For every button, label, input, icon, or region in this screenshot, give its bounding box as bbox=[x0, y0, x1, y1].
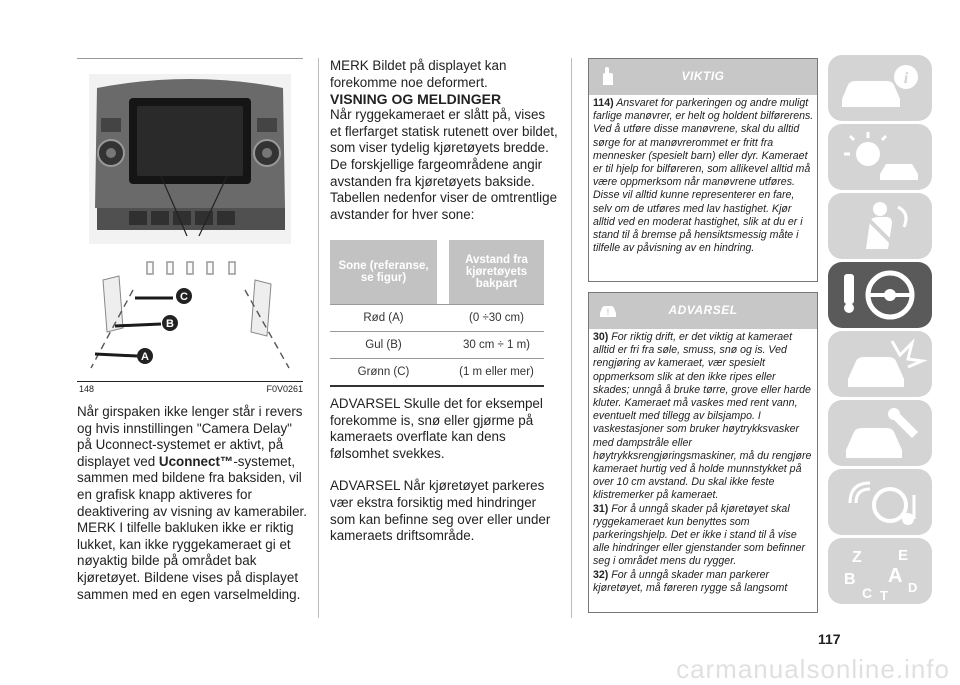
svg-text:A: A bbox=[888, 565, 903, 587]
table-cell: Rød (A) bbox=[330, 305, 437, 332]
viktig-number: 114) bbox=[593, 97, 614, 109]
uconnect-brand: Uconnect™ bbox=[158, 453, 234, 469]
index-letters-icon bbox=[828, 538, 932, 604]
table-cell: Gul (B) bbox=[330, 332, 437, 359]
warning-obstacles: ADVARSEL Når kjøretøyet parkeres vær ekstra forsiktig med hindringer som kan befinne seg over eller under kameraets driftsområde. bbox=[330, 478, 551, 544]
tab-car-info[interactable] bbox=[828, 55, 932, 121]
tab-dashboard-lights[interactable] bbox=[828, 124, 932, 190]
tab-seatbelt-airbag[interactable] bbox=[828, 193, 932, 259]
tab-index[interactable] bbox=[828, 538, 932, 604]
table-cell: Grønn (C) bbox=[330, 359, 437, 387]
svg-text:B: B bbox=[844, 571, 856, 588]
distance-table bbox=[330, 240, 544, 387]
note-display-deformed: MERK Bildet på displayet kan forekomme noe deformert. bbox=[330, 58, 507, 90]
figure-number: 148 bbox=[79, 384, 95, 394]
table-row bbox=[330, 359, 544, 387]
table-cell: (1 m eller mer) bbox=[449, 359, 544, 387]
table-header-row bbox=[330, 240, 544, 305]
paragraph-tailgate-note: MERK I tilfelle bakluken ikke er riktig lukket, kan ikke ryggekameraet gi et nøyaktig bilde på området bak kjøretøyet. Bildene vises på displayet sammen med en egen varselmelding. bbox=[77, 520, 301, 602]
svg-text:E: E bbox=[898, 547, 909, 564]
zone-b-label: B bbox=[166, 318, 174, 330]
advarsel-item: 31) For å unngå skader på kjøretøyet skal ryggekameraet kun benyttes som parkeringshjelp. Det er ikke i stand til å vise alle hindringer eller gjenstander som befinner seg i området mens du rygger. bbox=[593, 502, 805, 568]
svg-text:D: D bbox=[908, 580, 918, 595]
viktig-text: Ansvaret for parkeringen og andre muligt farlige manøvrer, er helt og holdent bilførerens. Ved å utføre disse manøvrene, skal du alltid sørge for at manøvrerommet er fritt fra mennesker (spesielt barn) eller dyr. Kameraet er til hjelp for bilføreren, som allikevel alltid må være oppmerksom når manøvrene utføres. Disse vil alltid kunne representerer en fare, selv om de utføres med lav hastighet. Kjør alltid ved en moderat hastighet, slik at du er i stand til å bremse på hensiktsmessig måte i tilfelle av påvisning av en hindring. bbox=[593, 97, 814, 255]
table-row bbox=[330, 305, 544, 332]
viktig-header bbox=[589, 59, 817, 95]
page-number: 117 bbox=[818, 631, 841, 647]
paragraph-grid-intro: Når ryggekameraet er slått på, vises et flerfarget statisk rutenett over bildet, som viser tydelig kjøretøyets bredde. De forskjellige fargeområdene angir avstanden fra kjøretøyets bakside. Tabellen nedenfor viser de omtrentlige avstander for hver sone: bbox=[330, 107, 558, 222]
svg-text:Z: Z bbox=[852, 549, 862, 566]
advarsel-item: 32) For å unngå skader man parkerer kjøretøyet, må føreren rygge så langsomt bbox=[593, 568, 788, 594]
warning-camera-surface: ADVARSEL Skulle det for eksempel forekomme is, snø eller gjørme på kameraets overflate kan dens følsomhet svekkes. bbox=[330, 396, 543, 461]
svg-text:T: T bbox=[880, 588, 888, 603]
steering-wheel-key-icon bbox=[828, 262, 932, 328]
figure-code: F0V0261 bbox=[266, 384, 303, 394]
paragraph-camera-delay: Når girspaken ikke lenger står i revers og hvis innstillingen "Camera Delay" på Uconnect-systemet er aktivt, på displayet ved Uconnect™-systemet, sammen med bildene fra baksiden, vil en grafisk knapp aktiveres for deaktivering av visning av kamerabiler. bbox=[77, 404, 307, 519]
table-cell: 30 cm ÷ 1 m) bbox=[449, 332, 544, 359]
viktig-box bbox=[588, 58, 818, 282]
advarsel-body bbox=[589, 329, 817, 598]
zone-a-label: A bbox=[141, 351, 149, 363]
advarsel-header bbox=[589, 293, 817, 329]
table-header-zone: Sone (referanse, se figur) bbox=[330, 240, 437, 305]
tab-steering-wheel-key[interactable] bbox=[828, 262, 932, 328]
section-heading: VISNING OG MELDINGER bbox=[330, 91, 502, 108]
tab-service[interactable] bbox=[828, 400, 932, 466]
watermark: carmanualsonline.info bbox=[676, 654, 950, 684]
obstacle-post bbox=[103, 276, 123, 332]
advarsel-item: 30) For riktig drift, er det viktig at kameraet alltid er fri fra søle, smuss, snø og is. Ved rengjøring av kameraet, vær spesielt oppmerksom slik at den ikke ripes eller skades; unngå å bruke tørre, grove eller harde kluter. Kameraet må vaskes med rent vann, eventuelt med tillegg av bilsjampo. I vaskestasjoner som bruker høytrykksvasker med dampstråle eller høytrykksrengjøringsmaskiner, må du rengjøre kameraet hurtig ved å holde munnstykket på over 10 cm avstand. Du skal ikke feste klistremerker på kameraet. bbox=[593, 331, 812, 502]
column-1-text bbox=[77, 404, 307, 603]
column-2-text bbox=[330, 58, 558, 223]
svg-text:C: C bbox=[862, 585, 873, 601]
dashboard-lights-icon bbox=[828, 124, 932, 190]
car-info-icon bbox=[828, 55, 932, 121]
table-row bbox=[330, 332, 544, 359]
table-cell: (0 ÷30 cm) bbox=[449, 305, 544, 332]
advarsel-title: ADVARSEL bbox=[668, 303, 738, 317]
figure-rear-camera bbox=[77, 58, 303, 380]
svg-text:!: ! bbox=[606, 308, 610, 317]
viktig-body bbox=[589, 95, 817, 258]
tab-car-crash[interactable] bbox=[828, 331, 932, 397]
tab-multimedia[interactable] bbox=[828, 469, 932, 535]
seatbelt-airbag-icon bbox=[828, 193, 932, 259]
advarsel-box bbox=[588, 292, 818, 613]
multimedia-icon bbox=[828, 469, 932, 535]
viktig-title: VIKTIG bbox=[681, 69, 725, 83]
column-2-warnings bbox=[330, 396, 558, 545]
service-wrench-icon bbox=[828, 400, 932, 466]
svg-text:i: i bbox=[903, 70, 909, 87]
column-divider bbox=[318, 58, 319, 618]
caption-rule bbox=[77, 381, 303, 382]
car-crash-icon bbox=[828, 331, 932, 397]
figure-caption bbox=[79, 384, 303, 394]
column-divider bbox=[571, 58, 572, 618]
figure-illustration bbox=[77, 58, 303, 380]
table-header-distance: Avstand fra kjøretøyets bakpart bbox=[449, 240, 544, 305]
obstacle-post bbox=[251, 280, 271, 336]
zone-c-label: C bbox=[180, 291, 188, 303]
